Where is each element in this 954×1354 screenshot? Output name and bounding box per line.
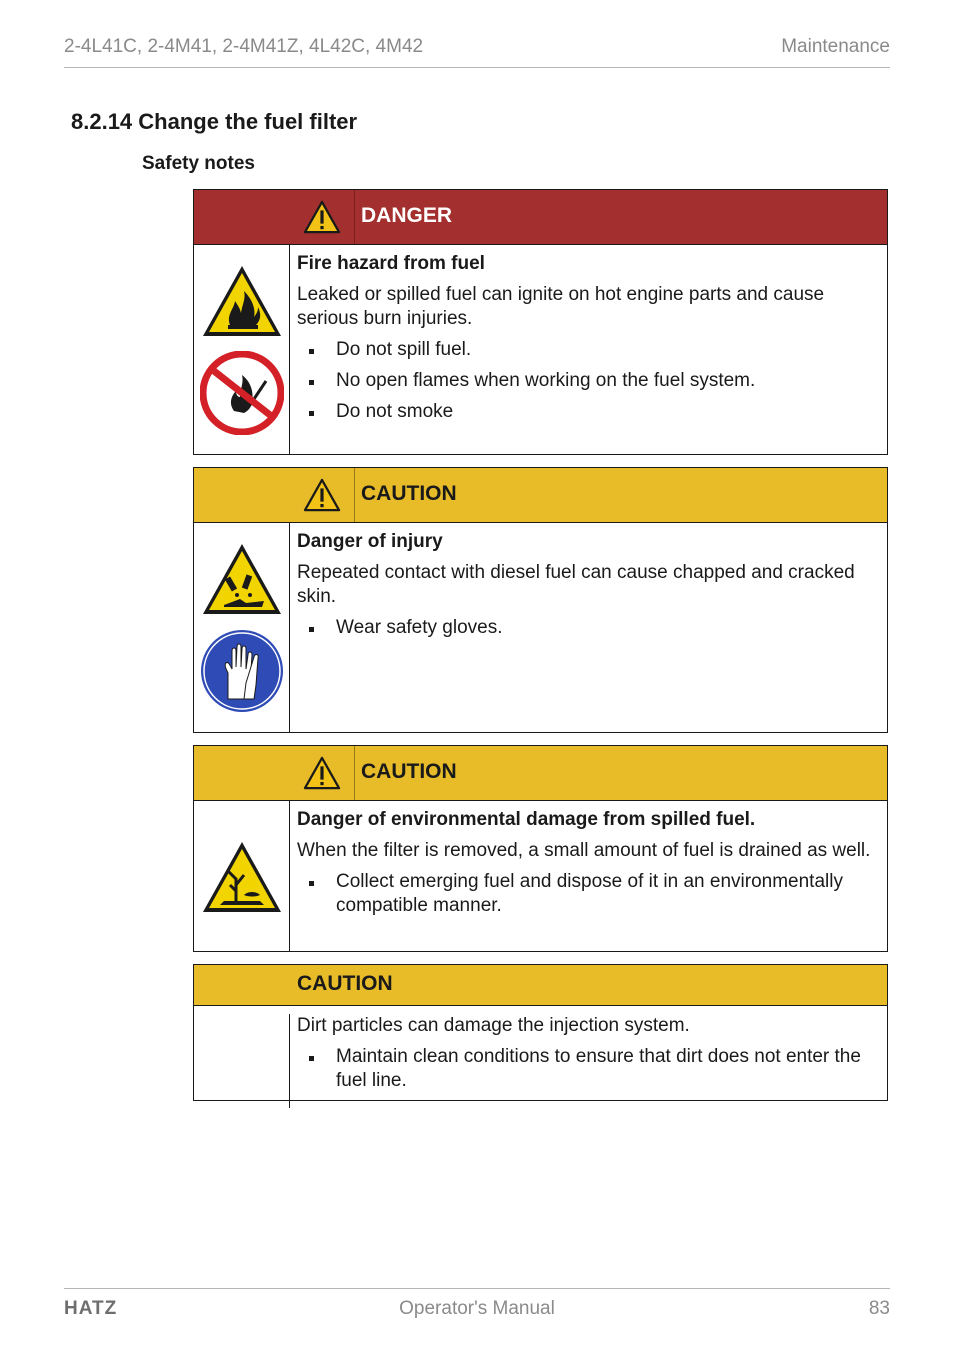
- header-models: 2-4L41C, 2-4M41, 2-4M41Z, 4L42C, 4M42: [64, 36, 424, 57]
- warning-icon: [290, 468, 355, 522]
- instruction-list: [297, 616, 881, 640]
- flammable-warning-icon: [200, 259, 284, 343]
- no-open-flame-icon: [200, 351, 284, 435]
- signal-word: DANGER: [361, 204, 453, 227]
- icon-column: [194, 245, 290, 454]
- notice-description: Repeated contact with diesel fuel can cause chapped and cracked skin.: [297, 562, 855, 607]
- notice-title: Danger of environmental damage from spilled fuel.: [297, 809, 756, 830]
- caution-notice-dirt: [193, 964, 888, 1101]
- instruction-list: [297, 1045, 881, 1093]
- brand-logo: HATZ: [64, 1298, 118, 1319]
- icon-column: [194, 523, 290, 732]
- notice-header: [194, 468, 887, 523]
- signal-word: CAUTION: [361, 482, 457, 505]
- list-item: Do not spill fuel.: [297, 338, 881, 362]
- page-number: 83: [868, 1298, 890, 1319]
- wear-gloves-icon: [200, 629, 284, 713]
- notice-description: Leaked or spilled fuel can ignite on hot engine parts and cause serious burn injuries.: [297, 284, 825, 329]
- notice-header: [194, 965, 887, 1006]
- header-chapter: Maintenance: [781, 36, 890, 57]
- notice-header: [194, 190, 887, 245]
- page-header: [64, 36, 890, 68]
- notice-description: When the filter is removed, a small amount of fuel is drained as well.: [297, 840, 871, 861]
- manual-name: Operator's Manual: [399, 1298, 555, 1319]
- instruction-list: [297, 870, 881, 918]
- environmental-hazard-icon: [200, 835, 284, 919]
- icon-column: [194, 801, 290, 951]
- signal-word: CAUTION: [297, 972, 393, 995]
- caution-notice-injury: [193, 467, 888, 733]
- list-item: Do not smoke: [297, 400, 881, 424]
- safety-notes-heading: Safety notes: [142, 153, 255, 174]
- section-title: 8.2.14 Change the fuel filter: [71, 109, 358, 134]
- warning-icon: [290, 190, 355, 244]
- icon-column: [194, 1014, 290, 1108]
- notice-description: Dirt particles can damage the injection system.: [297, 1015, 690, 1036]
- warning-icon: [290, 746, 355, 800]
- notice-title: Fire hazard from fuel: [297, 253, 485, 274]
- list-item: Wear safety gloves.: [297, 616, 881, 640]
- signal-word: CAUTION: [361, 760, 457, 783]
- corrosive-warning-icon: [200, 537, 284, 621]
- notice-header: [194, 746, 887, 801]
- list-item: Maintain clean conditions to ensure that dirt does not enter the fuel line.: [297, 1045, 881, 1093]
- list-item: Collect emerging fuel and dispose of it in an environmentally compatible manner.: [297, 870, 881, 918]
- notice-title: Danger of injury: [297, 531, 443, 552]
- caution-notice-environment: [193, 745, 888, 952]
- list-item: No open flames when working on the fuel system.: [297, 369, 881, 393]
- page-footer: [64, 1288, 890, 1329]
- danger-notice: [193, 189, 888, 455]
- instruction-list: [297, 338, 881, 424]
